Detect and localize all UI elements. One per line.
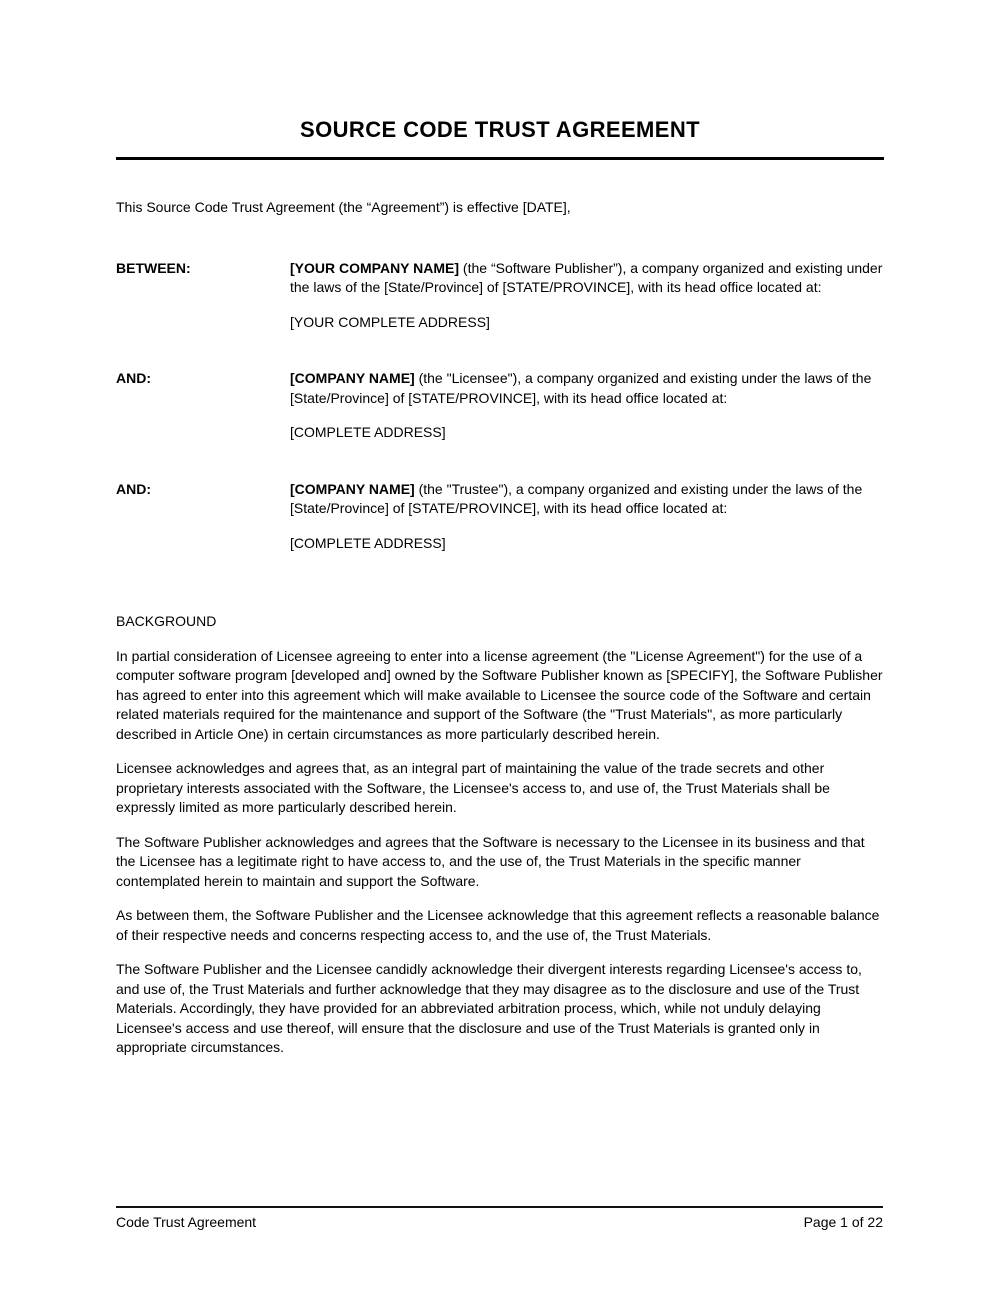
- party-block-software-publisher: [116, 259, 884, 333]
- background-paragraph: The Software Publisher acknowledges and agrees that the Software is necessary to the Licensee in its business and that the Licensee has a legitimate right to have access to, and the use of, the Trust Materials in the specific manner contemplated herein to maintain and support the Software.: [116, 833, 865, 889]
- background-paragraph: The Software Publisher and the Licensee candidly acknowledge their divergent interests regarding Licensee's access to, and use of, the Trust Materials and further acknowledge that they may disagree as to the disclosure and use of the Trust Materials. Accordingly, they have provided for an abbreviated arbitration process, which, while not unduly delaying Licensee's access and use thereof, will ensure that the disclosure and use of the Trust Materials is granted only in appropriate circumstances.: [116, 961, 862, 1055]
- party-label: AND:: [116, 480, 151, 497]
- party-description: [290, 369, 884, 408]
- party-name: [YOUR COMPANY NAME]: [290, 259, 460, 276]
- party-description-text: (the "Trustee"), a company organized and existing under the laws of the [State/Province] of [STATE/PROVINCE], with its head office located at:: [290, 480, 863, 516]
- party-description-text: (the “Software Publisher”), a company organized and existing under the laws of the [State/Province] of [STATE/PROVINCE], with its head office located at:: [290, 259, 883, 295]
- party-body: [290, 259, 884, 333]
- party-address: [YOUR COMPLETE ADDRESS]: [290, 313, 490, 330]
- party-block-licensee: [116, 369, 884, 443]
- intro-paragraph: This Source Code Trust Agreement (the “Agreement”) is effective [DATE],: [116, 199, 571, 215]
- party-address: [COMPLETE ADDRESS]: [290, 424, 446, 440]
- footer-rule: [116, 1206, 883, 1208]
- footer-document-name: Code Trust Agreement: [116, 1214, 257, 1230]
- page-footer: [116, 1206, 883, 1233]
- party-block-trustee: [116, 480, 884, 554]
- party-label: AND:: [116, 370, 151, 386]
- party-name: [COMPANY NAME]: [290, 370, 415, 386]
- document-title: SOURCE CODE TRUST AGREEMENT: [300, 117, 700, 142]
- background-paragraph: Licensee acknowledges and agrees that, as an integral part of maintaining the value of the trade secrets and other proprietary interests associated with the Software, the Licensee's access to, and use of, the Trust Materials shall be expressly limited as more particularly described herein.: [116, 760, 830, 815]
- footer-row: [116, 1213, 883, 1233]
- background-paragraph: In partial consideration of Licensee agreeing to enter into a license agreement (the "License Agreement") for the use of a computer software program [developed and] owned by the Software Publisher known as [SPECIFY], the Software Publisher has agreed to enter into this agreement which will make available to Licensee the source code of the Software and certain related materials required for the maintenance and support of the Software (the "Trust Materials", as more particularly described in Article One) in certain circumstances as more particularly described herein.: [116, 647, 883, 742]
- party-description: [290, 480, 884, 519]
- title-rule: [116, 157, 884, 160]
- background-heading: BACKGROUND: [116, 613, 217, 629]
- party-address: [COMPLETE ADDRESS]: [290, 534, 446, 551]
- party-description-text: (the "Licensee"), a company organized and existing under the laws of the [State/Province] of [STATE/PROVINCE], with its head office located at:: [290, 370, 872, 406]
- party-body: [290, 369, 884, 443]
- footer-page-number: Page 1 of 22: [803, 1214, 883, 1230]
- party-description: [290, 259, 884, 298]
- party-body: [290, 480, 884, 554]
- background-paragraph: As between them, the Software Publisher and the Licensee acknowledge that this agreement reflects a reasonable balance of their respective needs and concerns respecting access to, and the use of, the Trust Materials.: [116, 907, 880, 943]
- party-name: [COMPANY NAME]: [290, 480, 415, 497]
- parties-section: [116, 259, 884, 554]
- party-label: BETWEEN:: [116, 259, 191, 276]
